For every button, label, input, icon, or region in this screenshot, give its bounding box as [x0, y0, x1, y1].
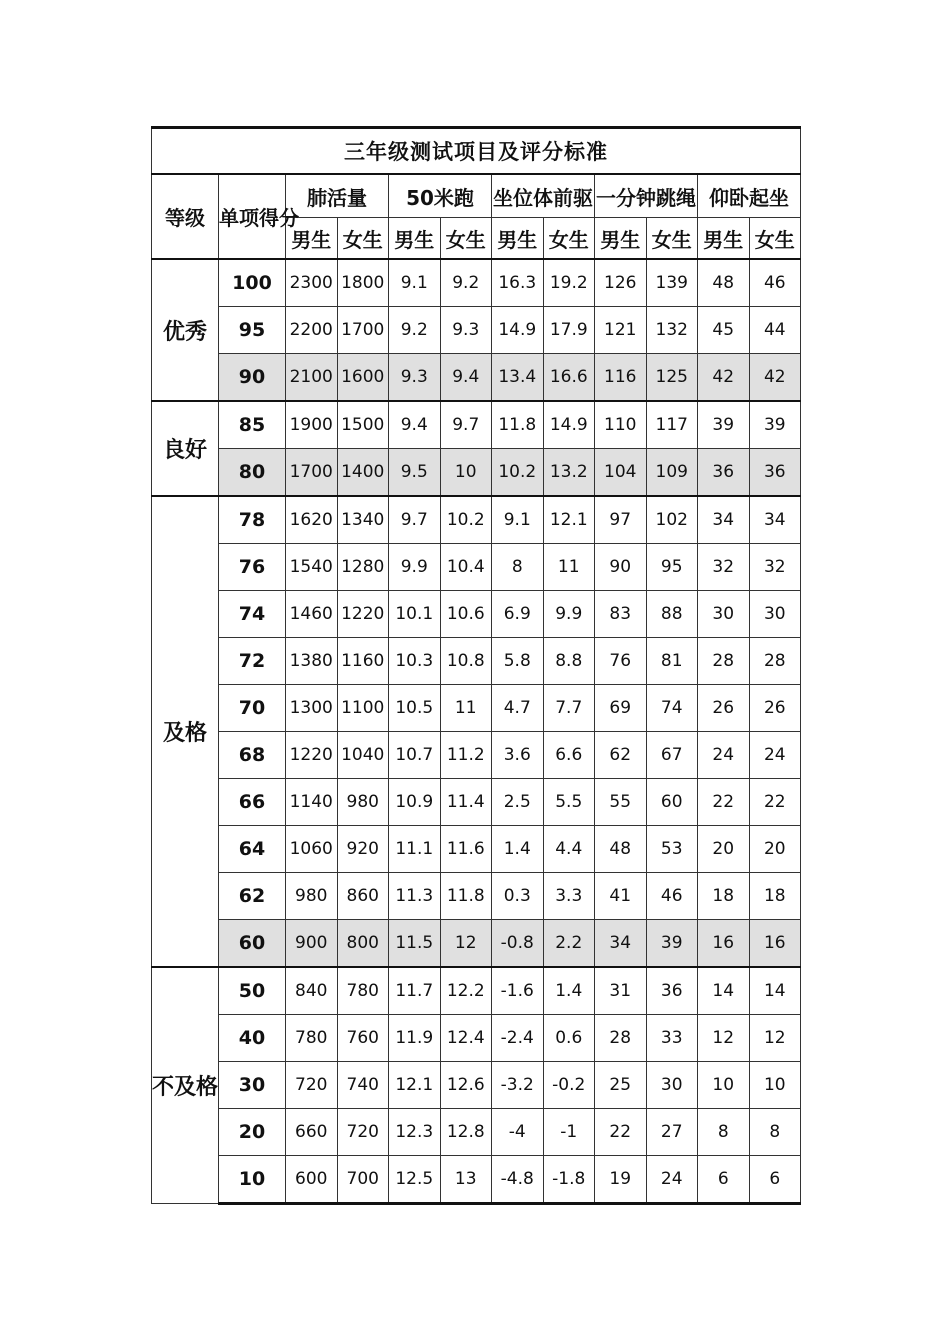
value-cell: 1700 — [286, 449, 338, 497]
value-cell: 9.5 — [389, 449, 441, 497]
value-cell: 5.5 — [543, 779, 595, 826]
value-cell: 83 — [595, 591, 647, 638]
table-row — [152, 354, 801, 402]
value-cell: 36 — [646, 967, 698, 1015]
score-cell: 80 — [219, 449, 286, 497]
value-cell: 860 — [337, 873, 389, 920]
table-row — [152, 1109, 801, 1156]
table-row — [152, 826, 801, 873]
value-cell: 55 — [595, 779, 647, 826]
value-cell: 10.2 — [492, 449, 544, 497]
table-row — [152, 920, 801, 968]
value-cell: 1620 — [286, 496, 338, 544]
value-cell: 17.9 — [543, 307, 595, 354]
score-cell: 85 — [219, 401, 286, 449]
value-cell: 125 — [646, 354, 698, 402]
value-cell: 6.6 — [543, 732, 595, 779]
item-header: 一分钟跳绳 — [595, 174, 698, 218]
value-cell: 11.2 — [440, 732, 492, 779]
value-cell: 3.6 — [492, 732, 544, 779]
value-cell: 0.6 — [543, 1015, 595, 1062]
table-row — [152, 259, 801, 307]
score-cell: 90 — [219, 354, 286, 402]
table-row — [152, 401, 801, 449]
value-cell: 16.3 — [492, 259, 544, 307]
table-row — [152, 1156, 801, 1204]
value-cell: 3.3 — [543, 873, 595, 920]
value-cell: 102 — [646, 496, 698, 544]
value-cell: 9.4 — [389, 401, 441, 449]
value-cell: 39 — [646, 920, 698, 968]
value-cell: 48 — [595, 826, 647, 873]
value-cell: 9.7 — [440, 401, 492, 449]
female-header: 女生 — [543, 218, 595, 260]
value-cell: 9.2 — [389, 307, 441, 354]
value-cell: 26 — [749, 685, 801, 732]
value-cell: 19 — [595, 1156, 647, 1204]
value-cell: 6.9 — [492, 591, 544, 638]
value-cell: 1340 — [337, 496, 389, 544]
value-cell: 1280 — [337, 544, 389, 591]
value-cell: 13.4 — [492, 354, 544, 402]
value-cell: 2.2 — [543, 920, 595, 968]
value-cell: 39 — [698, 401, 750, 449]
value-cell: 76 — [595, 638, 647, 685]
value-cell: 36 — [698, 449, 750, 497]
grade-label: 不及格 — [152, 967, 219, 1204]
value-cell: 20 — [698, 826, 750, 873]
value-cell: 700 — [337, 1156, 389, 1204]
value-cell: 10.4 — [440, 544, 492, 591]
value-cell: 62 — [595, 732, 647, 779]
value-cell: 90 — [595, 544, 647, 591]
value-cell: 10.7 — [389, 732, 441, 779]
value-cell: 30 — [646, 1062, 698, 1109]
value-cell: 9.3 — [440, 307, 492, 354]
value-cell: 800 — [337, 920, 389, 968]
value-cell: 6 — [698, 1156, 750, 1204]
value-cell: 1300 — [286, 685, 338, 732]
male-header: 男生 — [595, 218, 647, 260]
male-header: 男生 — [492, 218, 544, 260]
value-cell: 22 — [749, 779, 801, 826]
value-cell: 14 — [698, 967, 750, 1015]
value-cell: 2300 — [286, 259, 338, 307]
value-cell: -3.2 — [492, 1062, 544, 1109]
value-cell: 9.1 — [492, 496, 544, 544]
table-row — [152, 1015, 801, 1062]
value-cell: -0.8 — [492, 920, 544, 968]
value-cell: 9.7 — [389, 496, 441, 544]
value-cell: 12.3 — [389, 1109, 441, 1156]
value-cell: 14 — [749, 967, 801, 1015]
value-cell: 780 — [337, 967, 389, 1015]
score-cell: 62 — [219, 873, 286, 920]
value-cell: 11.9 — [389, 1015, 441, 1062]
value-cell: 74 — [646, 685, 698, 732]
female-header: 女生 — [440, 218, 492, 260]
female-header: 女生 — [337, 218, 389, 260]
value-cell: 1100 — [337, 685, 389, 732]
male-header: 男生 — [286, 218, 338, 260]
value-cell: 104 — [595, 449, 647, 497]
male-header: 男生 — [389, 218, 441, 260]
value-cell: 28 — [698, 638, 750, 685]
value-cell: 8 — [492, 544, 544, 591]
score-cell: 40 — [219, 1015, 286, 1062]
value-cell: 41 — [595, 873, 647, 920]
value-cell: 60 — [646, 779, 698, 826]
value-cell: 12 — [749, 1015, 801, 1062]
value-cell: 39 — [749, 401, 801, 449]
value-cell: 980 — [286, 873, 338, 920]
value-cell: 11.8 — [492, 401, 544, 449]
value-cell: 27 — [646, 1109, 698, 1156]
value-cell: 116 — [595, 354, 647, 402]
value-cell: 95 — [646, 544, 698, 591]
value-cell: 44 — [749, 307, 801, 354]
value-cell: 48 — [698, 259, 750, 307]
value-cell: 110 — [595, 401, 647, 449]
score-cell: 30 — [219, 1062, 286, 1109]
value-cell: -1.8 — [543, 1156, 595, 1204]
value-cell: 8 — [749, 1109, 801, 1156]
score-cell: 10 — [219, 1156, 286, 1204]
value-cell: 117 — [646, 401, 698, 449]
value-cell: 9.9 — [389, 544, 441, 591]
value-cell: 22 — [698, 779, 750, 826]
value-cell: 67 — [646, 732, 698, 779]
value-cell: 9.1 — [389, 259, 441, 307]
value-cell: 900 — [286, 920, 338, 968]
value-cell: 1540 — [286, 544, 338, 591]
value-cell: 28 — [749, 638, 801, 685]
value-cell: 10.6 — [440, 591, 492, 638]
value-cell: 42 — [698, 354, 750, 402]
value-cell: 11.6 — [440, 826, 492, 873]
value-cell: 10.2 — [440, 496, 492, 544]
value-cell: 1380 — [286, 638, 338, 685]
value-cell: 10.5 — [389, 685, 441, 732]
value-cell: 9.4 — [440, 354, 492, 402]
value-cell: 31 — [595, 967, 647, 1015]
value-cell: 53 — [646, 826, 698, 873]
value-cell: 5.8 — [492, 638, 544, 685]
value-cell: 69 — [595, 685, 647, 732]
value-cell: 1400 — [337, 449, 389, 497]
value-cell: 30 — [749, 591, 801, 638]
value-cell: 1140 — [286, 779, 338, 826]
value-cell: 840 — [286, 967, 338, 1015]
value-cell: 12.1 — [543, 496, 595, 544]
value-cell: 1.4 — [543, 967, 595, 1015]
table-row — [152, 873, 801, 920]
score-header: 单项得分 — [219, 174, 286, 259]
value-cell: -0.2 — [543, 1062, 595, 1109]
value-cell: 10.1 — [389, 591, 441, 638]
value-cell: 11.4 — [440, 779, 492, 826]
grade-label: 良好 — [152, 401, 219, 496]
score-cell: 70 — [219, 685, 286, 732]
value-cell: 10 — [749, 1062, 801, 1109]
value-cell: 32 — [749, 544, 801, 591]
value-cell: 1600 — [337, 354, 389, 402]
value-cell: 1460 — [286, 591, 338, 638]
value-cell: 88 — [646, 591, 698, 638]
value-cell: 28 — [595, 1015, 647, 1062]
value-cell: 2100 — [286, 354, 338, 402]
value-cell: 720 — [337, 1109, 389, 1156]
value-cell: 1.4 — [492, 826, 544, 873]
value-cell: 12.1 — [389, 1062, 441, 1109]
value-cell: 11.7 — [389, 967, 441, 1015]
value-cell: 980 — [337, 779, 389, 826]
value-cell: 10.8 — [440, 638, 492, 685]
score-cell: 20 — [219, 1109, 286, 1156]
table-row — [152, 591, 801, 638]
grade-label: 及格 — [152, 496, 219, 967]
item-header: 肺活量 — [286, 174, 389, 218]
value-cell: 45 — [698, 307, 750, 354]
value-cell: 720 — [286, 1062, 338, 1109]
value-cell: 12 — [698, 1015, 750, 1062]
value-cell: 12.2 — [440, 967, 492, 1015]
table-row — [152, 638, 801, 685]
value-cell: 10.3 — [389, 638, 441, 685]
score-cell: 78 — [219, 496, 286, 544]
item-header: 坐位体前驱 — [492, 174, 595, 218]
value-cell: 19.2 — [543, 259, 595, 307]
score-cell: 95 — [219, 307, 286, 354]
value-cell: 14.9 — [492, 307, 544, 354]
table-row — [152, 779, 801, 826]
table-row — [152, 1062, 801, 1109]
value-cell: 1800 — [337, 259, 389, 307]
value-cell: 12.5 — [389, 1156, 441, 1204]
value-cell: 11.5 — [389, 920, 441, 968]
value-cell: 25 — [595, 1062, 647, 1109]
value-cell: 11.3 — [389, 873, 441, 920]
value-cell: 16.6 — [543, 354, 595, 402]
scoring-standard-table — [151, 126, 801, 1205]
value-cell: 9.9 — [543, 591, 595, 638]
table-row — [152, 732, 801, 779]
value-cell: 139 — [646, 259, 698, 307]
value-cell: 4.7 — [492, 685, 544, 732]
value-cell: 18 — [698, 873, 750, 920]
value-cell: 2200 — [286, 307, 338, 354]
item-header: 50米跑 — [389, 174, 492, 218]
value-cell: 46 — [749, 259, 801, 307]
value-cell: 1160 — [337, 638, 389, 685]
value-cell: 13 — [440, 1156, 492, 1204]
value-cell: 920 — [337, 826, 389, 873]
score-cell: 50 — [219, 967, 286, 1015]
value-cell: 81 — [646, 638, 698, 685]
value-cell: 0.3 — [492, 873, 544, 920]
value-cell: -2.4 — [492, 1015, 544, 1062]
value-cell: -1.6 — [492, 967, 544, 1015]
value-cell: 600 — [286, 1156, 338, 1204]
score-cell: 60 — [219, 920, 286, 968]
value-cell: 660 — [286, 1109, 338, 1156]
value-cell: -4 — [492, 1109, 544, 1156]
male-header: 男生 — [698, 218, 750, 260]
value-cell: 9.3 — [389, 354, 441, 402]
value-cell: 18 — [749, 873, 801, 920]
value-cell: -1 — [543, 1109, 595, 1156]
value-cell: 22 — [595, 1109, 647, 1156]
value-cell: 1900 — [286, 401, 338, 449]
value-cell: 780 — [286, 1015, 338, 1062]
table-row — [152, 544, 801, 591]
grade-header: 等级 — [152, 174, 219, 259]
table-row — [152, 685, 801, 732]
value-cell: 97 — [595, 496, 647, 544]
table-row — [152, 449, 801, 497]
value-cell: 16 — [749, 920, 801, 968]
value-cell: 11.8 — [440, 873, 492, 920]
score-cell: 64 — [219, 826, 286, 873]
score-cell: 74 — [219, 591, 286, 638]
value-cell: 11.1 — [389, 826, 441, 873]
value-cell: 1700 — [337, 307, 389, 354]
value-cell: 2.5 — [492, 779, 544, 826]
value-cell: 34 — [698, 496, 750, 544]
female-header: 女生 — [749, 218, 801, 260]
value-cell: 109 — [646, 449, 698, 497]
value-cell: 24 — [698, 732, 750, 779]
value-cell: 34 — [595, 920, 647, 968]
value-cell: 11 — [543, 544, 595, 591]
value-cell: 9.2 — [440, 259, 492, 307]
value-cell: 121 — [595, 307, 647, 354]
score-cell: 68 — [219, 732, 286, 779]
value-cell: 24 — [749, 732, 801, 779]
female-header: 女生 — [646, 218, 698, 260]
grade-label: 优秀 — [152, 259, 219, 401]
value-cell: 10 — [698, 1062, 750, 1109]
value-cell: 13.2 — [543, 449, 595, 497]
value-cell: 24 — [646, 1156, 698, 1204]
value-cell: 12.6 — [440, 1062, 492, 1109]
score-cell: 72 — [219, 638, 286, 685]
table-row — [152, 967, 801, 1015]
value-cell: 42 — [749, 354, 801, 402]
value-cell: 126 — [595, 259, 647, 307]
value-cell: 34 — [749, 496, 801, 544]
value-cell: 12.8 — [440, 1109, 492, 1156]
value-cell: 12.4 — [440, 1015, 492, 1062]
value-cell: 8.8 — [543, 638, 595, 685]
value-cell: 36 — [749, 449, 801, 497]
table-row — [152, 496, 801, 544]
value-cell: 20 — [749, 826, 801, 873]
table-title: 三年级测试项目及评分标准 — [152, 128, 801, 175]
value-cell: 1040 — [337, 732, 389, 779]
item-header: 仰卧起坐 — [698, 174, 801, 218]
score-cell: 100 — [219, 259, 286, 307]
value-cell: 12 — [440, 920, 492, 968]
table-row — [152, 307, 801, 354]
value-cell: 32 — [698, 544, 750, 591]
value-cell: 740 — [337, 1062, 389, 1109]
value-cell: 10.9 — [389, 779, 441, 826]
value-cell: 760 — [337, 1015, 389, 1062]
value-cell: 30 — [698, 591, 750, 638]
value-cell: 14.9 — [543, 401, 595, 449]
value-cell: 1060 — [286, 826, 338, 873]
value-cell: 1220 — [337, 591, 389, 638]
score-cell: 76 — [219, 544, 286, 591]
value-cell: 132 — [646, 307, 698, 354]
value-cell: 8 — [698, 1109, 750, 1156]
value-cell: 10 — [440, 449, 492, 497]
value-cell: 46 — [646, 873, 698, 920]
value-cell: 7.7 — [543, 685, 595, 732]
value-cell: 1220 — [286, 732, 338, 779]
value-cell: 11 — [440, 685, 492, 732]
value-cell: 16 — [698, 920, 750, 968]
value-cell: 1500 — [337, 401, 389, 449]
score-cell: 66 — [219, 779, 286, 826]
value-cell: 33 — [646, 1015, 698, 1062]
value-cell: 26 — [698, 685, 750, 732]
value-cell: 6 — [749, 1156, 801, 1204]
value-cell: 4.4 — [543, 826, 595, 873]
value-cell: -4.8 — [492, 1156, 544, 1204]
